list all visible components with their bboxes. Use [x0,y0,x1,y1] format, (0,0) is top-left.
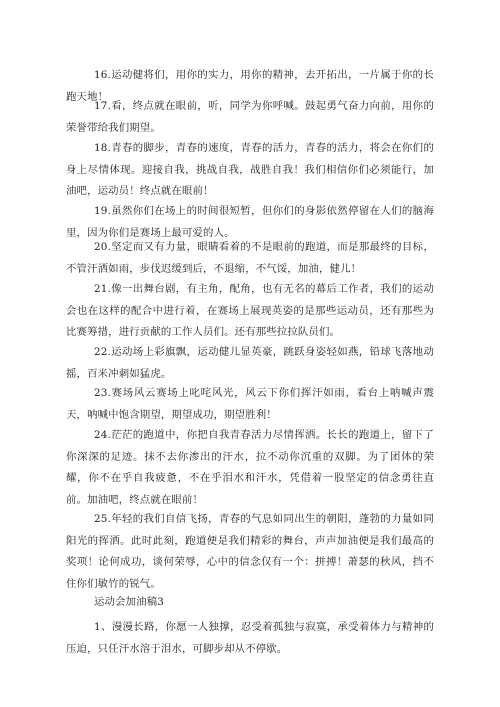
paragraph-20: 20.坚定而又有力量，眼睛看着的不是眼前的跑道，而是那最终的目标，不管汗洒如雨，步伐迟缓到后，不退缩，不气馁，加油，健儿！ [66,241,434,275]
paragraph-21: 21.像一出舞台剧，有主角，配角，也有无名的幕后工作者，我们的运动会也在这样的配合中进行着，在赛场上展现英姿的是那些运动员，还有那些为比赛筹措，进行贡献的工作人员们。还有那些拉拉队员们。 [66,283,434,338]
paragraph-16: 16.运动健将们，用你的实力，用你的精神，去开拓出，一片属于你的长跑天地！ [66,69,434,103]
paragraph-23: 23.赛场风云赛场上叱咤风光，风云下你们挥汗如雨，看台上呐喊声震天，呐喊中饱含期望，期望成功，期望胜利！ [66,387,434,421]
section-heading: 运动会加油稿3 [94,596,165,608]
paragraph-19: 19.虽然你们在场上的时间很短暂，但你们的身影依然停留在人们的脑海里，因为你们是赛场上最可爱的人。 [66,205,434,239]
paragraph-18: 18.青春的脚步，青春的速度，青春的活力，青春的活力，将会在你们的身上尽情体现。迎接自我，挑战自我，战胜自我！我们相信你们必须能行，加油吧，运动员！终点就在眼前！ [66,142,434,197]
paragraph-25: 25.年轻的我们自信飞扬，青春的气息如同出生的朝阳，蓬勃的力量如同阳光的挥洒。此时此刻，跑道便是我们精彩的舞台，声声加油便是我们最高的奖项！论何成功，谈何荣辱，心中的信念仅有一个：拼搏！萧瑟的秋风，挡不住你们敏竹的锐气。 [66,513,434,590]
paragraph-22: 22.运动场上彩旗飘，运动健儿显英豪，跳跃身姿轻如燕，铅球飞落地动摇，百米冲刺如猛虎。 [66,346,434,380]
paragraph-1: 1、漫漫长路，你愿一人独撑，忍受着孤独与寂寞，承受着体力与精神的压迫，只任汗水溶于泪水，可脚步却从不停歇。 [66,621,434,655]
paragraph-24: 24.茫茫的跑道中，你把自我青春活力尽情挥洒。长长的跑道上，留下了你深深的足迹。抹不去你渗出的汗水，拉不动你沉重的双脚。为了团体的荣耀，你不在乎自我疲惫，不在乎泪水和汗水，凭借着一股坚定的信念勇往直前。加油吧，终点就在眼前！ [66,429,434,506]
paragraph-17: 17.看，终点就在眼前，听，同学为你呼喊。鼓起勇气奋力向前，用你的荣誉带给我们期望。 [66,100,434,134]
